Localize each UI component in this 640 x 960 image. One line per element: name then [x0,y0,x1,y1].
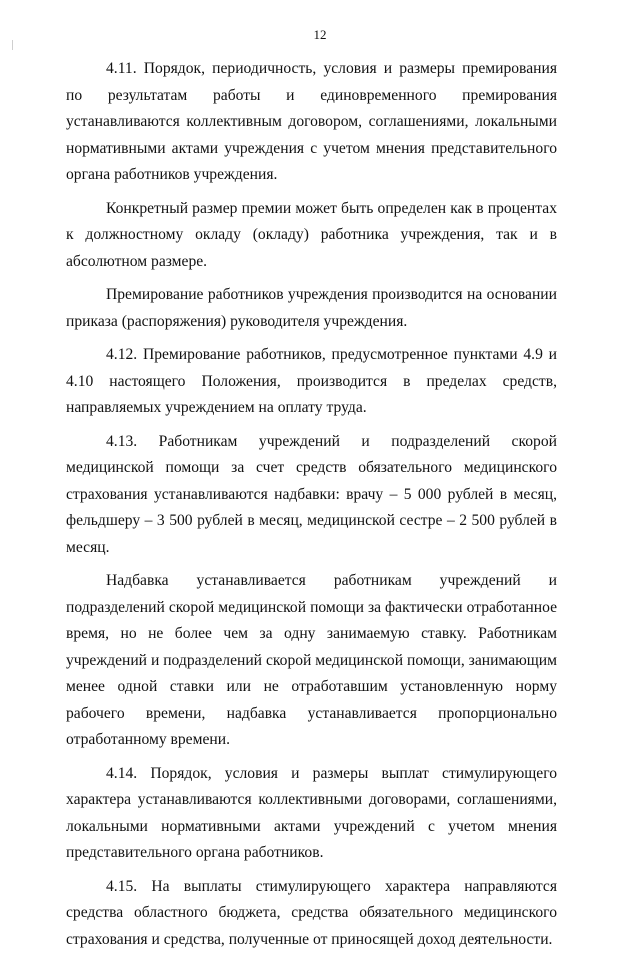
paragraph-4-14: 4.14. Порядок, условия и размеры выплат стимулирующего характера устанавливаются коллективными договорами, соглашениями, локальными нормативными актами учреждений с учетом мнения представительного органа работников. [66,764,557,861]
paragraph-allowance: Надбавка устанавливается работникам учреждений и подразделений скорой медицинской помощи за фактически отработанное время, но не более чем за одну занимаемую ставку. Работникам учреждений и подразделений скорой медицинской помощи, занимающим менее одной ставки или не отработавшим установленную норму рабочего времени, надбавка устанавливается пропорционально отработанному времени. [66,572,557,748]
paragraph-4-15: 4.15. На выплаты стимулирующего характера направляются средства областного бюджета, средства обязательного медицинского страхования и средства, полученные от приносящей доход деятельности. [66,877,557,948]
paragraph-4-12: 4.12. Премирование работников, предусмотренное пунктами 4.9 и 4.10 настоящего Положения, производится в пределах средств, направляемых учреждением на оплату труда. [66,346,557,416]
paragraph-4-11: 4.11. Порядок, периодичность, условия и размеры премирования по результатам работы и единовременного премирования устанавливаются коллективным договором, соглашениями, локальными нормативными актами учреждения с учетом мнения представительного органа работников учреждения. [66,60,557,183]
paragraph-bonus-size: Конкретный размер премии может быть определен как в процентах к должностному окладу (окладу) работника учреждения, так и в абсолютном размере. [66,199,557,270]
paragraph-bonus-order: Премирование работников учреждения производится на основании приказа (распоряжения) руководителя учреждения. [66,286,557,330]
page-number: 12 [313,27,327,42]
document-body [66,56,557,960]
paragraph-4-13: 4.13. Работникам учреждений и подразделений скорой медицинской помощи за счет средств обязательного медицинского страхования устанавливаются надбавки: врачу – 5 000 рублей в месяц, фельдшеру – 3 500 рублей в месяц, медицинской сестре – 2 500 рублей в месяц. [66,432,557,556]
